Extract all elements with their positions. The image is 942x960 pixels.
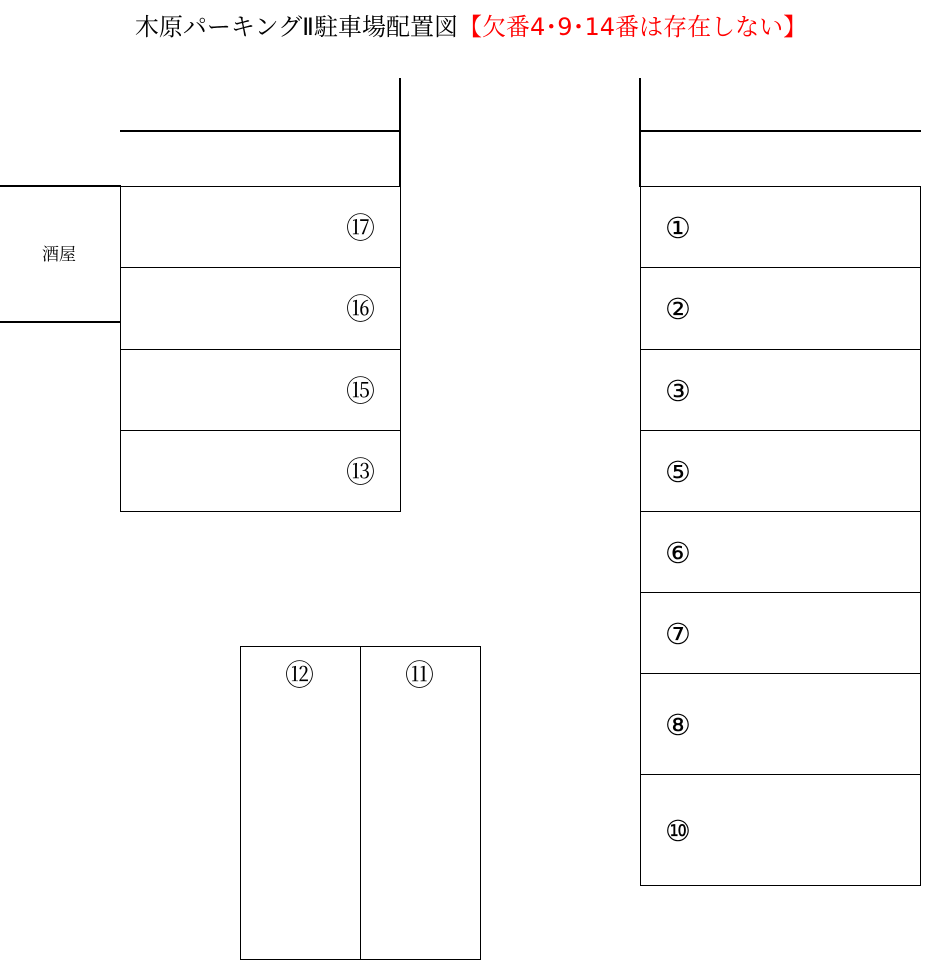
- spot-number-12: ⑫: [285, 658, 315, 692]
- building-top-line: [0, 185, 121, 187]
- parking-spot-3[interactable]: [640, 349, 921, 431]
- parking-spot-17[interactable]: [120, 186, 401, 268]
- spot-number-2: ②: [665, 292, 691, 326]
- title-note: 【欠番4･9･14番は存在しない】: [458, 13, 808, 41]
- spot-number-3: ③: [665, 374, 691, 408]
- parking-spot-5[interactable]: [640, 430, 921, 512]
- parking-spot-13[interactable]: [120, 430, 401, 512]
- boundary-line-left-vertical: [399, 78, 401, 187]
- spot-number-6: ⑥: [665, 536, 691, 570]
- parking-spot-11[interactable]: [360, 646, 481, 960]
- spot-number-11: ⑪: [405, 658, 435, 692]
- liquor-shop-label: 酒屋: [42, 245, 76, 265]
- parking-spot-10[interactable]: [640, 774, 921, 886]
- boundary-line-right-vertical: [639, 78, 641, 187]
- parking-spot-16[interactable]: [120, 267, 401, 350]
- spot-number-17: ⑰: [346, 211, 376, 245]
- parking-spot-8[interactable]: [640, 673, 921, 775]
- parking-spot-12[interactable]: [240, 646, 361, 960]
- parking-spot-1[interactable]: [640, 186, 921, 268]
- spot-number-15: ⑮: [346, 374, 376, 408]
- boundary-line-left-top: [120, 130, 401, 132]
- spot-number-5: ⑤: [665, 455, 691, 489]
- parking-spot-7[interactable]: [640, 592, 921, 674]
- spot-number-8: ⑧: [665, 708, 691, 742]
- spot-number-16: ⑯: [346, 292, 376, 326]
- spot-number-7: ⑦: [665, 617, 691, 651]
- parking-spot-2[interactable]: [640, 267, 921, 350]
- boundary-line-right-top: [639, 130, 921, 132]
- spot-number-10: ⑩: [665, 814, 691, 848]
- parking-spot-15[interactable]: [120, 349, 401, 431]
- spot-number-13: ⑬: [346, 455, 376, 489]
- parking-spot-6[interactable]: [640, 511, 921, 593]
- page-title: [0, 10, 942, 44]
- spot-number-1: ①: [665, 211, 691, 245]
- title-main: 木原パーキングⅡ駐車場配置図: [134, 13, 458, 41]
- building-bottom-line: [0, 321, 121, 323]
